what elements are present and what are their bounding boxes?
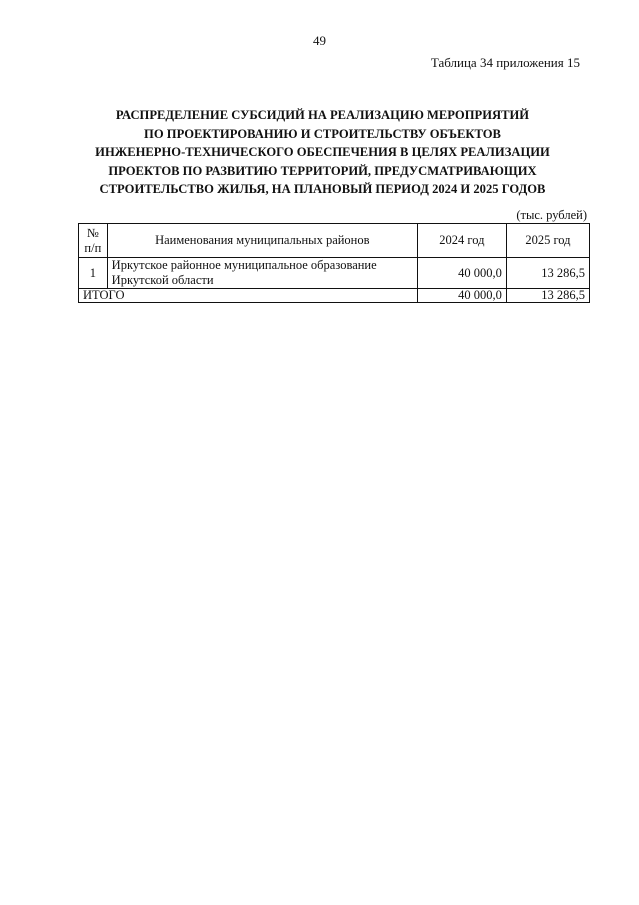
header-year-2025: 2025 год [506, 224, 589, 258]
title-line: РАСПРЕДЕЛЕНИЕ СУБСИДИЙ НА РЕАЛИЗАЦИЮ МЕРОПРИЯТИЙ [115, 108, 530, 122]
district-name-line2: Иркутской области [111, 273, 214, 287]
total-label: ИТОГО [79, 289, 418, 303]
total-value-2024: 40 000,0 [417, 289, 506, 303]
row-value-2024: 40 000,0 [417, 258, 506, 289]
title-line: ИНЖЕНЕРНО-ТЕХНИЧЕСКОГО ОБЕСПЕЧЕНИЯ В ЦЕЛЯХ РЕАЛИЗАЦИИ [95, 145, 550, 159]
title-line: СТРОИТЕЛЬСТВО ЖИЛЬЯ, НА ПЛАНОВЫЙ ПЕРИОД 2024 И 2025 ГОДОВ [99, 182, 546, 196]
district-name-line1: Иркутское районное муниципальное образование [111, 258, 377, 272]
header-number-line1: № [86, 225, 99, 240]
header-number-line2: п/п [84, 240, 102, 255]
page-number: 49 [313, 33, 326, 48]
table-reference: Таблица 34 приложения 15 [430, 55, 580, 70]
header-year-2024: 2024 год [417, 224, 506, 258]
row-number: 1 [79, 258, 108, 289]
subsidy-table [78, 223, 590, 303]
title-line: ПО ПРОЕКТИРОВАНИЮ И СТРОИТЕЛЬСТВУ ОБЪЕКТОВ [144, 126, 501, 141]
header-name: Наименования муниципальных районов [107, 224, 417, 258]
header-number [79, 224, 108, 258]
total-value-2025: 13 286,5 [506, 289, 589, 303]
document-title [60, 106, 585, 199]
units-note: (тыс. рублей) [516, 208, 587, 222]
row-value-2025: 13 286,5 [506, 258, 589, 289]
title-line: ПРОЕКТОВ ПО РАЗВИТИЮ ТЕРРИТОРИЙ, ПРЕДУСМАТРИВАЮЩИХ [108, 163, 537, 178]
table-total-row [79, 289, 590, 303]
table-header-row [79, 224, 590, 258]
table-row [79, 258, 590, 289]
row-district-name [107, 258, 417, 289]
